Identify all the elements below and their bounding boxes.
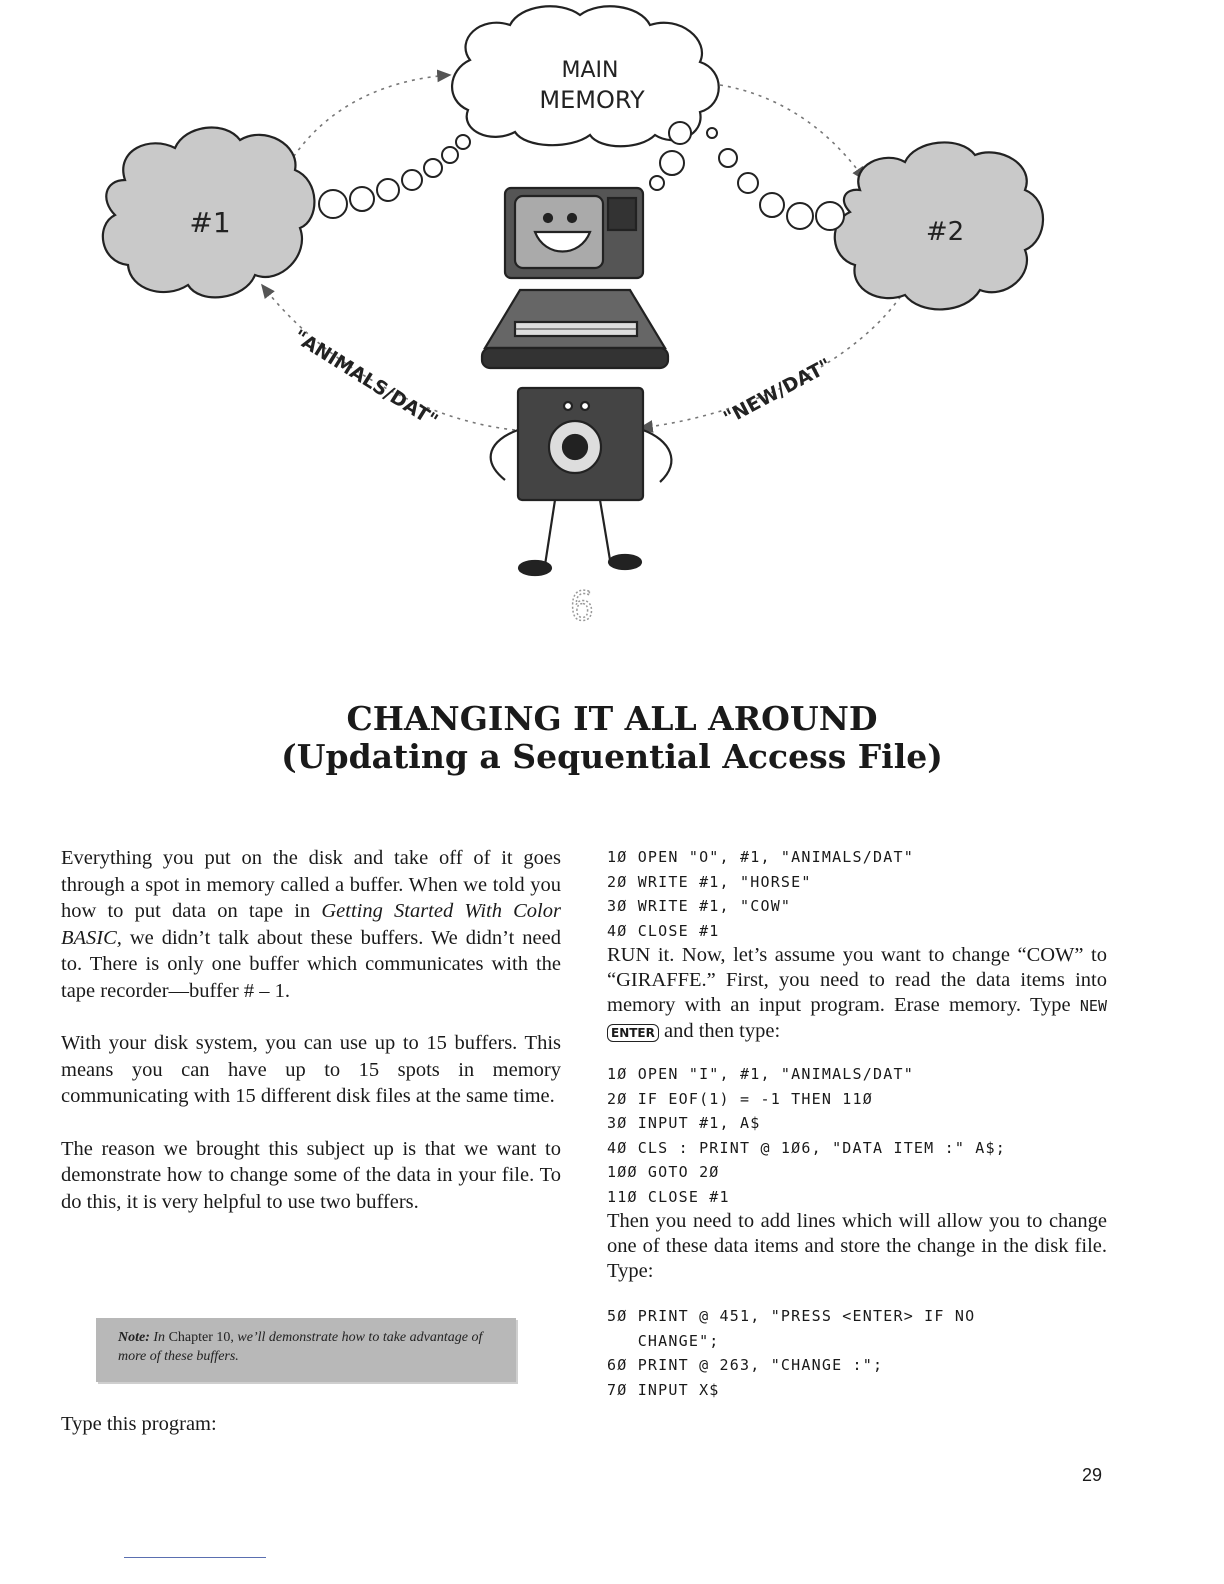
thought-bubbles-left (319, 135, 470, 218)
new-command: NEW (1079, 997, 1107, 1015)
computer-keyboard (482, 290, 668, 368)
main-memory-label-1: MAIN (561, 58, 619, 83)
left-column (61, 845, 561, 1215)
thought-bubbles-right (650, 122, 844, 230)
arrow-disk-to-left (262, 285, 515, 430)
code-block-change: 5Ø PRINT @ 451, "PRESS <ENTER> IF NO CHANGE"; 6Ø PRINT @ 263, "CHANGE :"; 7Ø INPUT X$ (607, 1307, 976, 1399)
paragraph-fifteen-buffers: With your disk system, you can use up to 15 buffers. This means you can have up to 15 spots in memory communicating with 15 different disk files at the same time. (61, 1032, 561, 1107)
paragraph-reason: The reason we brought this subject up is that we want to demonstrate how to change some of the data in your file. To do this, it is very helpful to use two buffers. (61, 1137, 561, 1213)
title-line-1: CHANGING IT ALL AROUND (346, 699, 878, 738)
chapter-number: 6 (569, 584, 595, 630)
paragraph-buffers: Everything you put on the disk and take off of it goes through a spot in memory called a buffer. When we told you how to put data on tape in Getting Started With Color BASIC, we didn’t talk about these buffers. We didn’t need to. There is only one buffer which communicates with the tape recorder—buffer # – 1. (61, 847, 561, 1002)
note-box: Note: In Chapter 10, we’ll demonstrate how to take advantage of more of these buffers. (96, 1318, 516, 1382)
left-arrow-label: "ANIMALS/DAT" (289, 325, 442, 433)
type-program-text: Type this program: (61, 1413, 217, 1435)
code-block-write: 1Ø OPEN "O", #1, "ANIMALS/DAT" 2Ø WRITE #1, "HORSE" 3Ø WRITE #1, "COW" 4Ø CLOSE #1 (607, 848, 914, 940)
code-block-input: 1Ø OPEN "I", #1, "ANIMALS/DAT" 2Ø IF EOF(1) = -1 THEN 11Ø 3Ø INPUT #1, A$ 4Ø CLS : PRINT @ 1Ø6, "DATA ITEM :" A$; 1ØØ GOTO 2Ø 11Ø CLOSE #1 (607, 1065, 1006, 1206)
buffer-1-label: #1 (189, 206, 231, 239)
diskette-character (491, 388, 672, 575)
note-label: Note: (118, 1330, 150, 1345)
title-line-2: (Updating a Sequential Access File) (281, 737, 943, 776)
right-column (607, 845, 1107, 1402)
page-number: 29 (1082, 1465, 1103, 1485)
paragraph-add-lines: Then you need to add lines which will allow you to change one of these data items and store the change in the disk file. Type: (607, 1210, 1107, 1282)
arrow-left-to-main (285, 75, 450, 170)
page-title (0, 700, 1224, 776)
buffer-2-label: #2 (925, 217, 965, 247)
diagram-illustration (0, 0, 1224, 660)
paragraph-run-it: RUN it. Now, let’s assume you want to change “COW” to “GIRAFFE.” First, you need to read the data items into memory with an input program. Erase memory. Type NEW ENTER and then type: (607, 944, 1107, 1042)
main-memory-label-2: MEMORY (539, 86, 645, 114)
computer-monitor (505, 188, 643, 278)
enter-key-icon: ENTER (607, 1024, 659, 1042)
footer-rule (124, 1557, 266, 1558)
arrow-right-to-disk (640, 290, 905, 428)
right-arrow-label: "NEW/DAT" (720, 354, 836, 430)
arrow-main-to-right (720, 85, 865, 180)
